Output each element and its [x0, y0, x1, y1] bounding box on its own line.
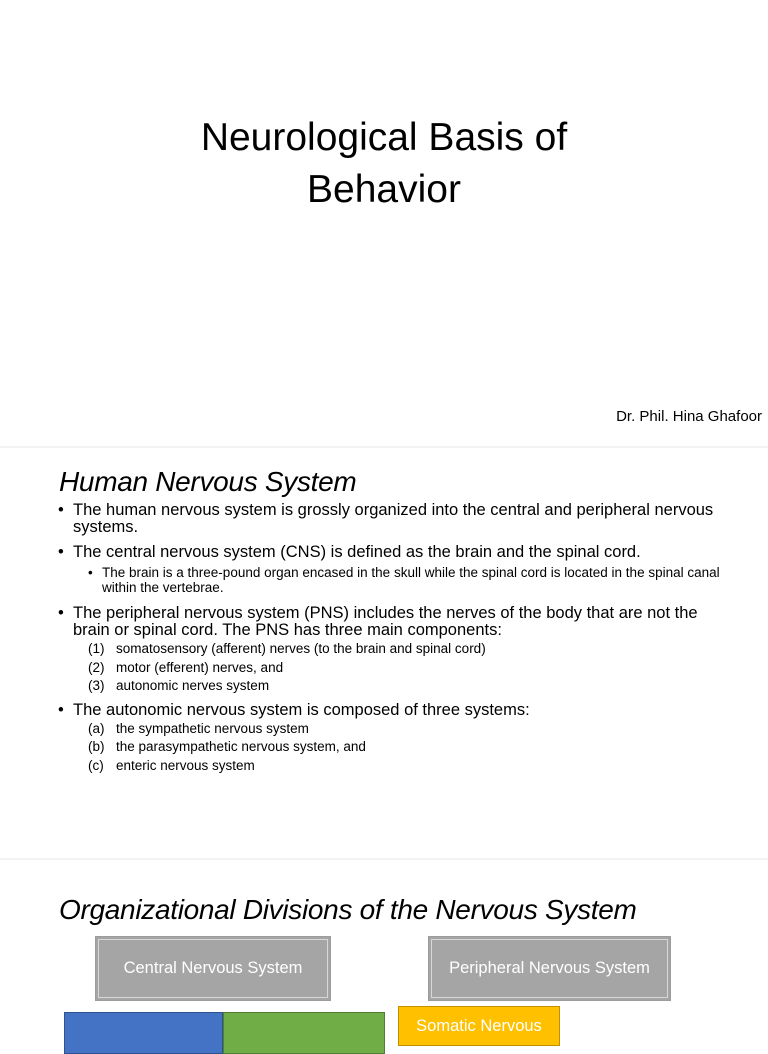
somatic-label: Somatic Nervous [416, 1017, 542, 1035]
list-item: (1) somatosensory (afferent) nerves (to the brain and spinal cord) [88, 641, 486, 656]
bullet-item: • The autonomic nervous system is composed of three systems: [58, 702, 738, 719]
author-name: Dr. Phil. Hina Ghafoor [616, 408, 762, 425]
bullet-item: • The peripheral nervous system (PNS) includes the nerves of the body that are not the brain or spinal cord. The PNS has three main components: [58, 605, 738, 639]
sub-bullet-item: • The brain is a three-pound organ encased in the skull while the spinal cord is located in the spinal canal within the vertebrae. [58, 565, 738, 595]
blue-division-box [64, 1012, 223, 1054]
divisions-slide [0, 860, 768, 1035]
title-slide [0, 0, 768, 446]
slide-title [0, 112, 768, 216]
cns-label: Central Nervous System [98, 939, 328, 998]
list-item: (b) the parasympathetic nervous system, and [88, 739, 366, 754]
pns-label: Peripheral Nervous System [431, 939, 668, 998]
bullet-item: • The human nervous system is grossly organized into the central and peripheral nervous systems. [58, 502, 738, 536]
list-item: (2) motor (efferent) nerves, and [88, 659, 284, 675]
bullet-list [58, 502, 738, 775]
list-item: (3) autonomic nerves system [88, 678, 270, 693]
title-line-2: Behavior [307, 168, 461, 211]
ans-systems-list [88, 720, 738, 776]
nervous-system-slide [0, 448, 768, 858]
list-item: (a) the sympathetic nervous system [88, 720, 309, 736]
somatic-box [398, 1006, 560, 1046]
slide-heading: Organizational Divisions of the Nervous System [59, 894, 637, 925]
green-division-box [223, 1012, 385, 1054]
slide-heading: Human Nervous System [59, 466, 357, 497]
pns-components-list [88, 640, 738, 696]
bullet-item: • The central nervous system (CNS) is defined as the brain and the spinal cord. [58, 544, 738, 561]
title-line-1: Neurological Basis of [200, 116, 568, 159]
list-item: (c) enteric nervous system [88, 757, 255, 773]
cns-box [95, 936, 331, 1001]
pns-box [428, 936, 671, 1001]
